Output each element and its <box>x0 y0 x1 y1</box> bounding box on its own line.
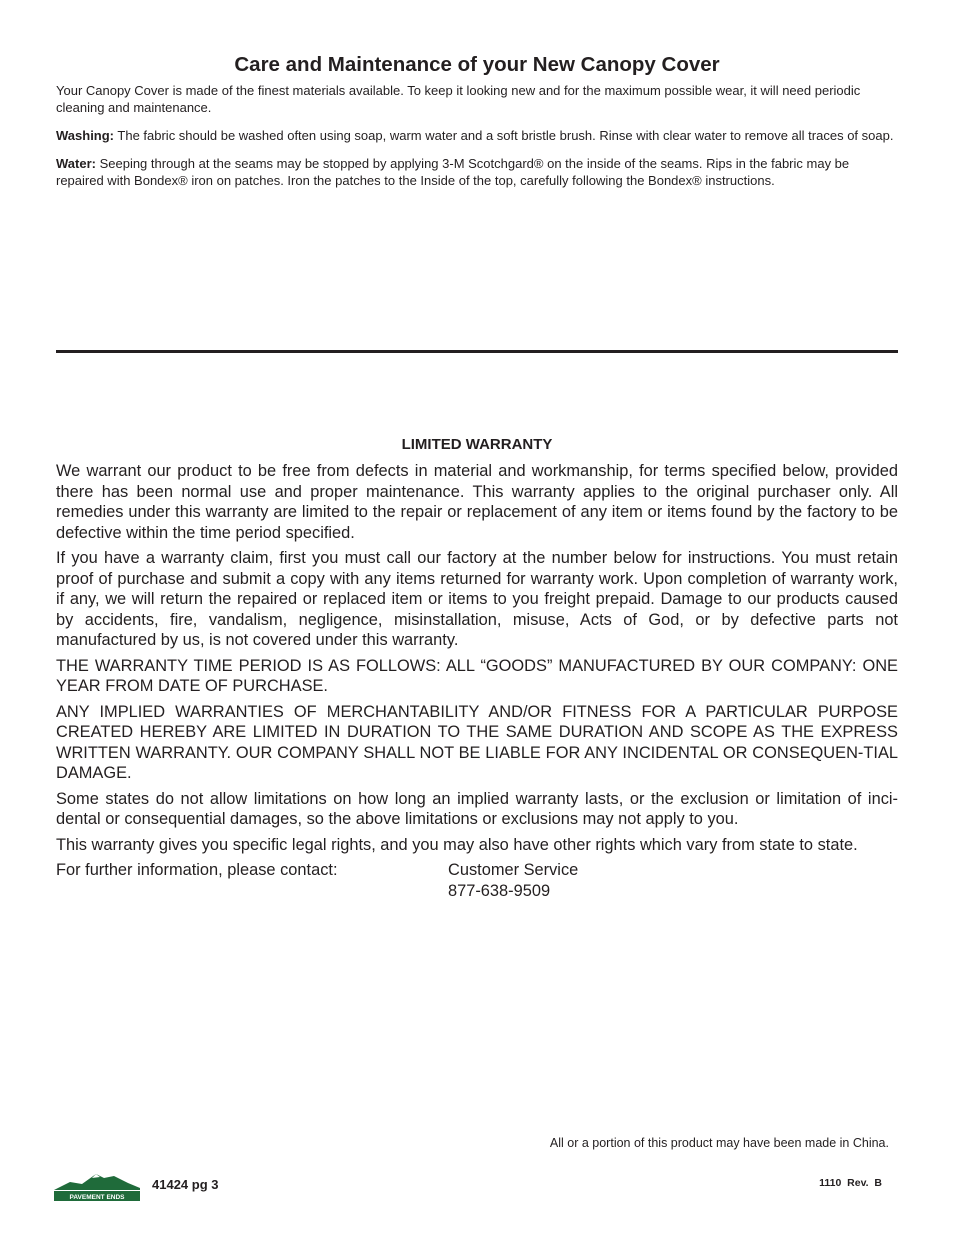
contact-phone: 877-638-9509 <box>448 881 551 900</box>
warranty-paragraph: THE WARRANTY TIME PERIOD IS AS FOLLOWS: ALL “GOODS” MANUFACTURED BY OUR COMPANY: ONE YEAR FROM DATE OF PURCHASE. <box>56 656 898 695</box>
warranty-paragraph: This warranty gives you specific legal rights, and you may also have other rights which vary from state to state. <box>56 835 858 854</box>
contact-block <box>56 860 898 901</box>
revision-code: 1110 Rev. B <box>819 1177 882 1189</box>
origin-note: All or a portion of this product may have been made in China. <box>549 1136 889 1150</box>
section-divider <box>56 350 898 353</box>
water-text: Seeping through at the seams may be stopped by applying 3-M Scotchgard® on the inside of the seams. Rips in the fabric may be repaired with Bondex® iron on patches. Iron the patches to the Inside of the top, carefully following the Bondex® instructions. <box>56 156 850 188</box>
page-number: 41424 pg 3 <box>152 1177 219 1192</box>
warranty-paragraph: ANY IMPLIED WARRANTIES OF MERCHANTABILITY AND/OR FITNESS FOR A PARTICULAR PURPOSE CREATED HEREBY ARE LIMITED IN DURATION TO THE SAME DURATION AND SCOPE AS THE EXPRESS WRITTEN WARRANTY. OUR COMPANY SHALL NOT BE LIABLE FOR ANY INCIDENTAL OR CONSEQUEN-TIAL DAMAGE. <box>56 702 898 782</box>
care-section <box>56 82 898 200</box>
contact-label: For further information, please contact: <box>56 861 338 879</box>
washing-text: The fabric should be washed often using soap, warm water and a soft bristle brush. Rinse with clear water to remove all traces of soap. <box>114 128 894 143</box>
pavement-ends-logo-icon <box>52 1168 142 1202</box>
logo-text: PAVEMENT ENDS <box>69 1194 125 1201</box>
care-washing <box>56 127 898 144</box>
contact-details <box>448 860 578 901</box>
care-intro: Your Canopy Cover is made of the finest materials available. To keep it looking new and for the maximum possible wear, it will need periodic cleaning and maintenance. <box>56 83 861 115</box>
warranty-paragraph: We warrant our product to be free from defects in material and workmanship, for terms specified below, provided there has been normal use and proper maintenance. This warranty applies to the original purchaser only. All remedies under this warranty are limited to the repair or replacement of any item or items found by the factory to be defective within the time period specified. <box>56 462 898 542</box>
warranty-paragraph: If you have a warranty claim, first you must call our factory at the number below for instructions. You must retain proof of purchase and submit a copy with any items returned for warranty work. Upon completion of warranty work, if any, we will return the repaired or replaced item or items to you freight prepaid. Damage to our products caused by accidents, fire, vandalism, negligence, misinstallation, misuse, Acts of God, or by defective parts not manufactured by us, is not covered under this warranty. <box>56 549 898 649</box>
warranty-title: LIMITED WARRANTY <box>401 436 553 453</box>
care-water <box>56 155 898 189</box>
washing-label: Washing: <box>56 128 115 143</box>
warranty-section <box>56 461 898 901</box>
contact-name: Customer Service <box>448 861 579 879</box>
warranty-paragraph: Some states do not allow limitations on how long an implied warranty lasts, or the exclusion or limitation of inci-dental or consequential damages, so the above limitations or exclusions may not apply to you. <box>56 789 898 828</box>
care-title: Care and Maintenance of your New Canopy Cover <box>234 53 720 76</box>
water-label: Water: <box>56 156 96 171</box>
